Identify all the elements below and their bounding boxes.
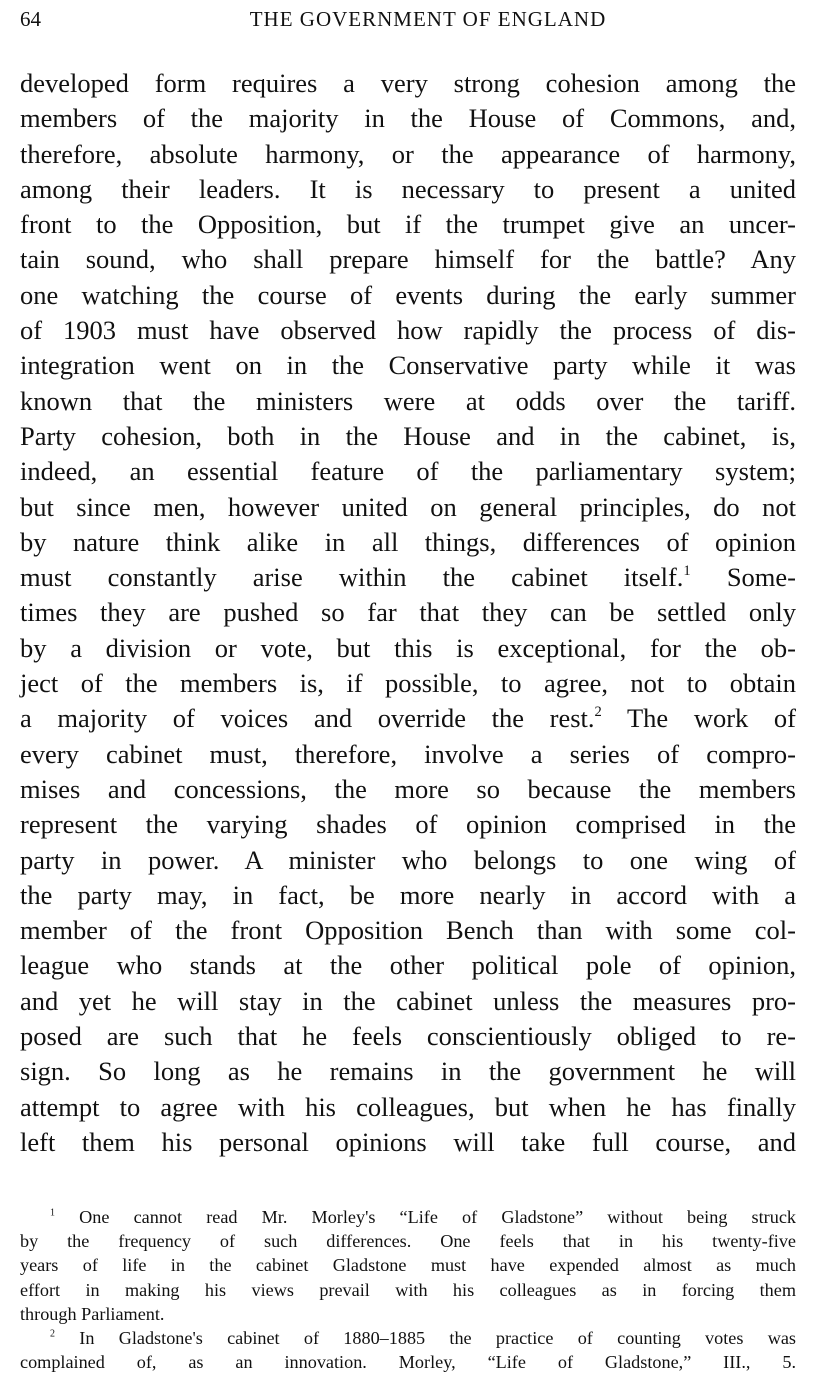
footnote-marker: 1 <box>50 1207 55 1219</box>
body-line: member of the front Opposition Bench than with some col- <box>20 915 796 946</box>
running-title: THE GOVERNMENT OF ENGLAND <box>249 7 607 31</box>
body-line: known that the ministers were at odds over the tariff. <box>20 385 796 416</box>
body-line-tail: Some- <box>726 562 796 593</box>
body-line: represent the varying shades of opinion comprised in the <box>20 809 796 840</box>
body-line: integration went on in the Conservative party while it was <box>20 350 796 381</box>
footnote-reference: 2 <box>594 704 602 721</box>
body-line: posed are such that he feels conscientiously obliged to re- <box>20 1021 796 1052</box>
body-line: party in power. A minister who belongs to one wing of <box>20 844 796 875</box>
footnote-1-line: years of life in the cabinet Gladstone must have expended almost as much <box>20 1255 796 1276</box>
body-line: indeed, an essential feature of the parliamentary system; <box>20 456 796 487</box>
footnote-1-line <box>20 1205 796 1229</box>
body-line: tain sound, who shall prepare himself for the battle? Any <box>20 244 796 275</box>
body-line: ject of the members is, if possible, to agree, not to obtain <box>20 668 796 699</box>
body-line: and yet he will stay in the cabinet unless the measures pro- <box>20 985 796 1016</box>
body-line-with-footnote <box>20 560 796 595</box>
body-line-tail: The work of <box>626 703 796 734</box>
body-line: but since men, however united on general principles, do not <box>20 491 796 522</box>
body-line: by nature think alike in all things, differences of opinion <box>20 526 796 557</box>
body-line: sign. So long as he remains in the government he will <box>20 1056 796 1087</box>
body-line: members of the majority in the House of Commons, and, <box>20 103 796 134</box>
body-line-text: a majority of voices and override the rest. <box>20 703 595 734</box>
body-line: attempt to agree with his colleagues, but when he has finally <box>20 1091 796 1122</box>
page-number: 64 <box>20 7 41 31</box>
body-line: therefore, absolute harmony, or the appearance of harmony, <box>20 138 796 169</box>
body-line: among their leaders. It is necessary to present a united <box>20 173 796 204</box>
body-line: every cabinet must, therefore, involve a series of compro- <box>20 738 796 769</box>
body-line-with-footnote <box>20 701 796 736</box>
body-line: Party cohesion, both in the House and in the cabinet, is, <box>20 420 796 451</box>
footnote-2-line <box>20 1326 796 1350</box>
footnote-marker: 2 <box>50 1328 55 1340</box>
body-line: front to the Opposition, but if the trumpet give an uncer- <box>20 209 796 240</box>
body-text <box>20 66 796 1160</box>
footnotes <box>20 1205 796 1374</box>
body-line-text: must constantly arise within the cabinet itself. <box>20 562 684 593</box>
book-page <box>20 0 796 1398</box>
footnote-1-line: through Parliament. <box>20 1303 165 1324</box>
footnote-1-line: by the frequency of such differences. One feels that in his twenty-five <box>20 1231 796 1252</box>
footnote-1-line: effort in making his views prevail with his colleagues as in forcing them <box>20 1279 796 1300</box>
footnote-1-text: One cannot read Mr. Morley's “Life of Gladstone” without being struck <box>79 1207 796 1227</box>
body-line: one watching the course of events during the early summer <box>20 279 796 310</box>
body-line: mises and concessions, the more so because the members <box>20 773 796 804</box>
body-line: left them his personal opinions will take full course, and <box>20 1126 796 1157</box>
body-line: times they are pushed so far that they can be settled only <box>20 597 796 628</box>
running-head <box>20 5 796 33</box>
body-line: by a division or vote, but this is exceptional, for the ob- <box>20 632 796 663</box>
footnote-2-text: In Gladstone's cabinet of 1880–1885 the practice of counting votes was <box>79 1327 797 1348</box>
footnote-2-line: complained of, as an innovation. Morley, “Life of Gladstone,” III., 5. <box>20 1352 796 1373</box>
footnote-reference: 1 <box>683 563 691 580</box>
body-line: developed form requires a very strong cohesion among the <box>20 68 796 98</box>
body-line: of 1903 must have observed how rapidly the process of dis- <box>20 315 796 346</box>
body-line: the party may, in fact, be more nearly in accord with a <box>20 879 796 910</box>
body-line: league who stands at the other political pole of opinion, <box>20 950 796 981</box>
